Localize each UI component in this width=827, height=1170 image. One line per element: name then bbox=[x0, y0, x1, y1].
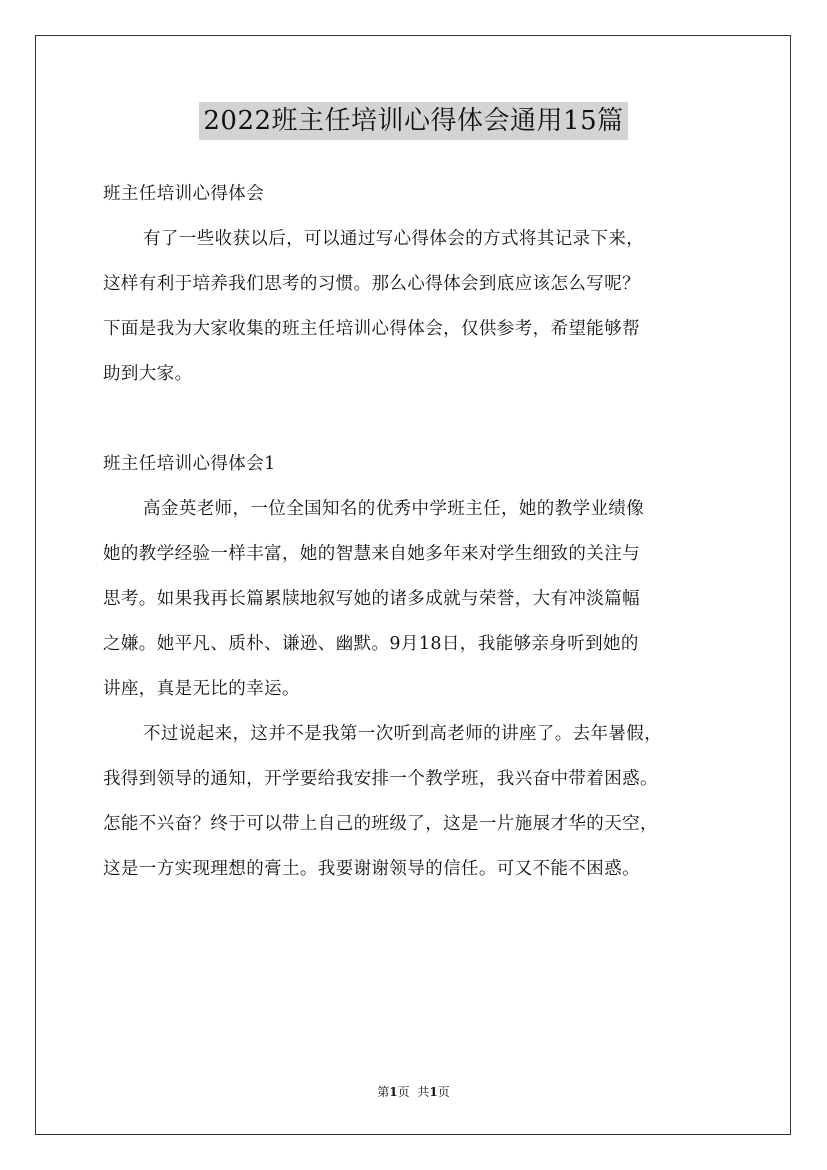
paragraph-line: 思考。如果我再长篇累牍地叙写她的诸多成就与荣誉，大有冲淡篇幅 bbox=[103, 589, 640, 609]
paragraph-line: 这是一方实现理想的膏土。我要谢谢领导的信任。可又不能不困惑。 bbox=[103, 859, 640, 879]
footer-page-suffix: 页 bbox=[397, 1085, 410, 1099]
paragraph-line: 她的教学经验一样丰富，她的智慧来自她多年来对学生细致的关注与 bbox=[103, 544, 640, 564]
paragraph-line: 怎能不兴奋？终于可以带上自己的班级了，这是一片施展才华的天空， bbox=[103, 814, 658, 834]
section-gap bbox=[103, 397, 743, 442]
paragraph-line: 讲座，真是无比的幸运。 bbox=[103, 679, 300, 699]
footer-total-prefix: 共 bbox=[417, 1085, 430, 1099]
intro-line: 助到大家。 bbox=[103, 364, 193, 384]
intro-line: 这样有利于培养我们思考的习惯。那么心得体会到底应该怎么写呢？ bbox=[103, 274, 640, 294]
paragraph-line: 不过说起来，这并不是我第一次听到高老师的讲座了。去年暑假， bbox=[143, 724, 663, 744]
document-body bbox=[103, 172, 743, 892]
footer-page-number: 1 bbox=[389, 1085, 398, 1099]
paragraph-line: 之嫌。她平凡、质朴、谦逊、幽默。9月18日，我能够亲身听到她的 bbox=[103, 634, 639, 654]
footer-page-prefix: 第 bbox=[377, 1085, 390, 1099]
intro-line: 下面是我为大家收集的班主任培训心得体会，仅供参考，希望能够帮 bbox=[103, 319, 640, 339]
intro-line: 有了一些收获以后，可以通过写心得体会的方式将其记录下来， bbox=[143, 229, 645, 249]
paragraph-line: 我得到领导的通知，开学要给我安排一个教学班，我兴奋中带着困惑。 bbox=[103, 769, 658, 789]
intro-heading: 班主任培训心得体会 bbox=[103, 184, 265, 204]
page-footer bbox=[0, 1084, 827, 1100]
title-container bbox=[0, 102, 827, 140]
footer-total-suffix: 页 bbox=[437, 1085, 450, 1099]
paragraph-line: 高金英老师，一位全国知名的优秀中学班主任，她的教学业绩像 bbox=[143, 499, 645, 519]
section-heading: 班主任培训心得体会1 bbox=[103, 454, 276, 474]
footer-total-pages: 1 bbox=[429, 1085, 438, 1099]
document-title: 2022班主任培训心得体会通用15篇 bbox=[199, 102, 627, 140]
